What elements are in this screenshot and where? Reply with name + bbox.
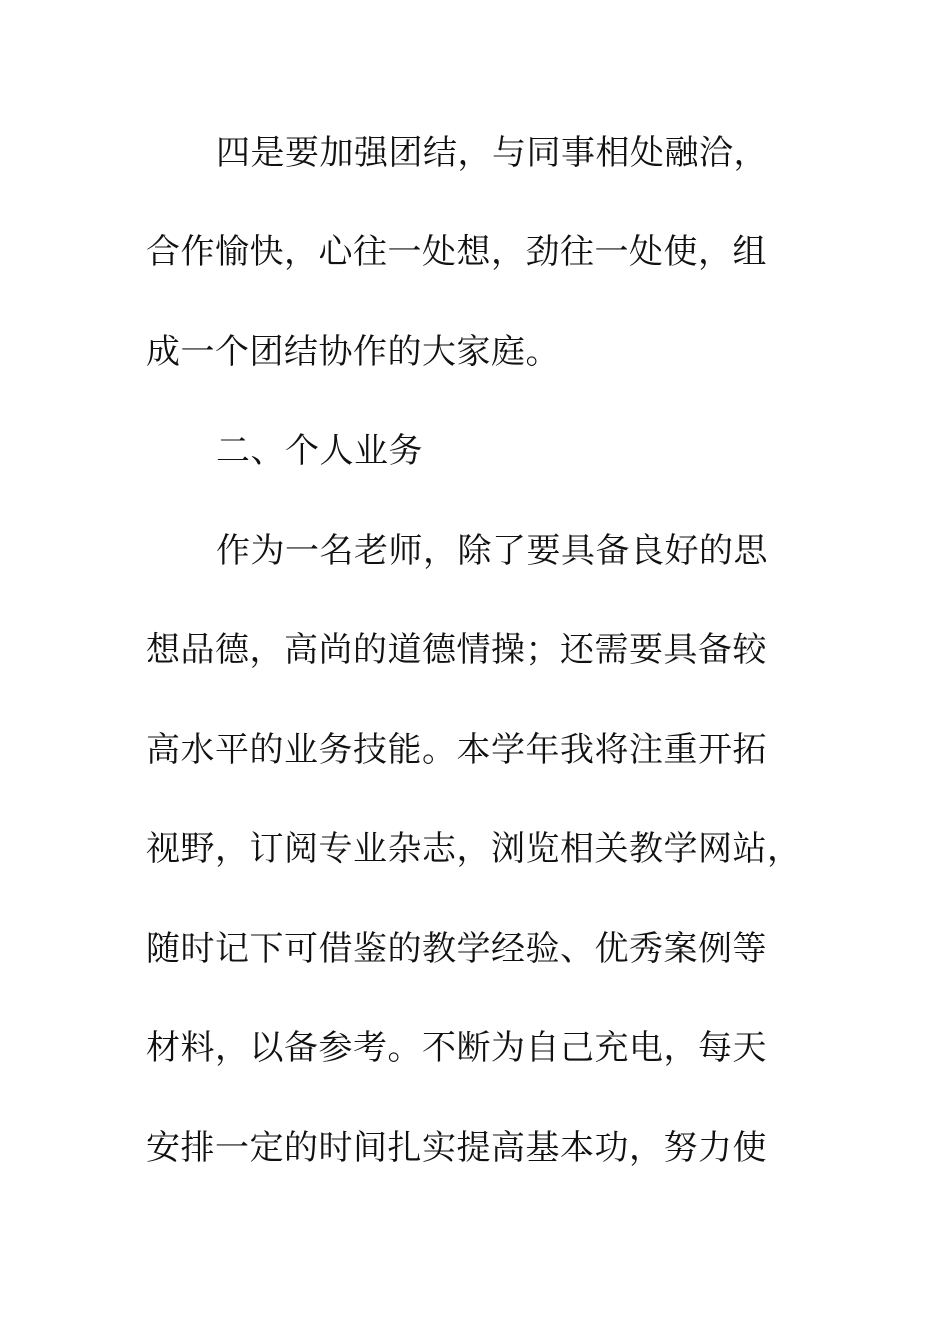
paragraph-line: 视野，订阅专业杂志，浏览相关教学网站， xyxy=(146,829,802,869)
paragraph-line: 随时记下可借鉴的教学经验、优秀案例等 xyxy=(146,929,767,969)
paragraph-line: 合作愉快，心往一处想，劲往一处使，组 xyxy=(146,232,767,272)
section-heading: 二、个人业务 xyxy=(216,431,423,471)
paragraph-line: 安排一定的时间扎实提高基本功，努力使 xyxy=(146,1128,767,1168)
paragraph-line: 材料，以备参考。不断为自己充电，每天 xyxy=(146,1028,767,1068)
paragraph-line: 四是要加强团结，与同事相处融洽， xyxy=(216,133,768,173)
paragraph-line: 作为一名老师，除了要具备良好的思 xyxy=(216,531,768,571)
paragraph-line: 想品德，高尚的道德情操；还需要具备较 xyxy=(146,630,767,670)
paragraph-line: 成一个团结协作的大家庭。 xyxy=(146,332,560,372)
paragraph-line: 高水平的业务技能。本学年我将注重开拓 xyxy=(146,730,767,770)
